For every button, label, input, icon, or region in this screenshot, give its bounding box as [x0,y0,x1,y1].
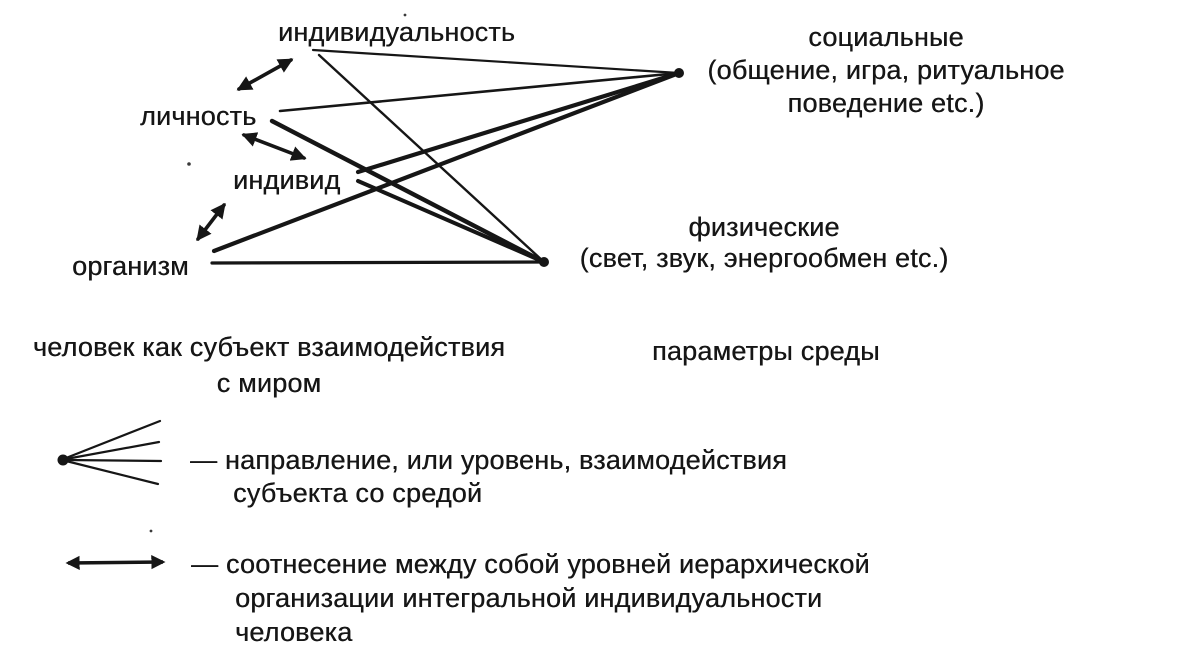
legend-double-arrow-symbol-icon [68,562,163,563]
level-label-organism: организм [72,251,189,281]
env-social-detail1: (общение, игра, ритуальное [707,55,1065,85]
legend-fan-symbol-icon [58,421,162,484]
edge-organism-physical [212,262,544,263]
caption-subject-line2: с миром [216,368,322,398]
level-label-personality: личность [140,101,257,131]
legend-item-hierarchy-text [191,547,870,649]
env-physical-title: физические [688,212,840,242]
env-node-physical [544,212,984,274]
edge-individuality-physical [319,55,544,262]
env-social-detail2: поведение etc.) [787,88,985,118]
legend-item-interaction-line2: субъекта со средой [233,478,483,508]
hierarchy-arrows [198,60,304,239]
double-arrow-personality-individual-icon [244,135,304,158]
caption-environment: параметры среды [652,336,880,366]
env-physical-detail: (свет, звук, энергообмен etc.) [579,243,949,273]
double-arrow-individual-organism-icon [198,205,224,239]
legend-item-hierarchy-line1: — соотнесение между собой уровней иерархической [191,549,870,579]
caption-subject-line1: человек как субъект взаимодействия [32,332,506,362]
level-label-individuality: индивидуальность [278,17,516,47]
edge-individual-physical [358,181,544,262]
level-label-individual: индивид [233,165,341,195]
legend-item-interaction-line1: — направление, или уровень, взаимодействия [190,445,787,475]
caption-subject [8,329,530,401]
edge-individuality-social [313,50,679,73]
double-arrow-personality-individuality-icon [239,60,291,89]
env-social-title: социальные [808,22,964,52]
legend-item-hierarchy-line3: человека [235,617,353,647]
legend-item-hierarchy-line2: организации интегральной индивидуальности [235,583,823,613]
legend-item-interaction-text [190,444,787,510]
env-node-social [676,21,1096,120]
